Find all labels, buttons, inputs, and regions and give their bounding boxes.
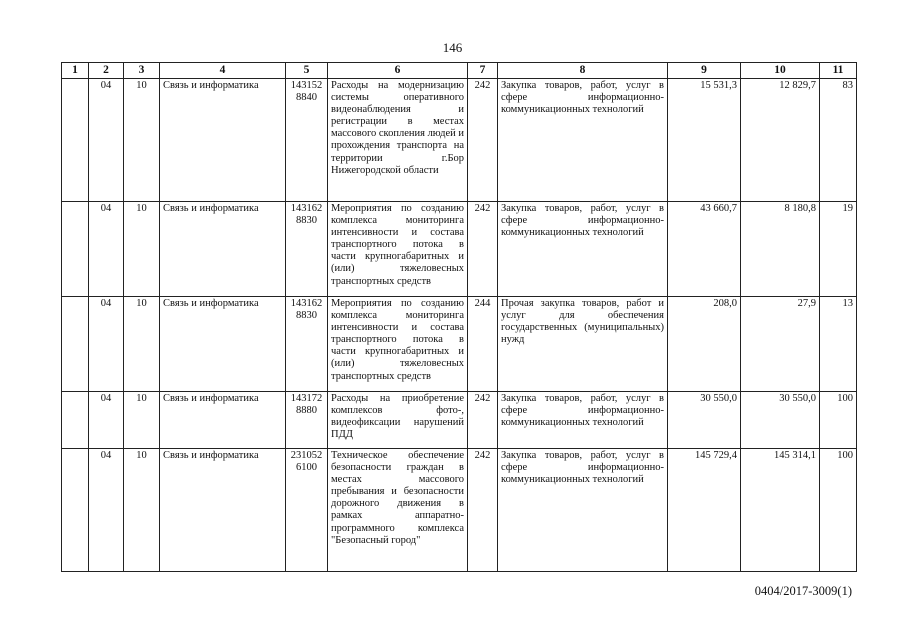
cell-planned: 30 550,0 xyxy=(668,392,741,449)
cell-target-code: 143162 8830 xyxy=(286,297,328,392)
cell-planned: 15 531,3 xyxy=(668,79,741,202)
cell-planned: 145 729,4 xyxy=(668,449,741,572)
cell-section: 04 xyxy=(89,79,124,202)
cell-target-name: Мероприятия по созданию комплекса мониторинга интенсивности и состава транспортного потока в части крупногабаритных и (или) тяжеловесных транспортных средств xyxy=(328,202,468,297)
header-row xyxy=(62,63,857,79)
cell-section: 04 xyxy=(89,202,124,297)
cell-executed: 12 829,7 xyxy=(741,79,820,202)
cell-num xyxy=(62,79,89,202)
cell-section: 04 xyxy=(89,297,124,392)
cell-subsection: 10 xyxy=(124,449,160,572)
col-header-7: 7 xyxy=(468,63,498,79)
cell-target-name: Мероприятия по созданию комплекса мониторинга интенсивности и состава транспортного потока в части крупногабаритных и (или) тяжеловесных транспортных средств xyxy=(328,297,468,392)
cell-target-code: 231052 6100 xyxy=(286,449,328,572)
cell-expense-type: 242 xyxy=(468,202,498,297)
cell-section-name: Связь и информатика xyxy=(160,297,286,392)
cell-num xyxy=(62,449,89,572)
col-header-11: 11 xyxy=(820,63,857,79)
cell-executed: 145 314,1 xyxy=(741,449,820,572)
col-header-9: 9 xyxy=(668,63,741,79)
cell-planned: 43 660,7 xyxy=(668,202,741,297)
col-header-3: 3 xyxy=(124,63,160,79)
cell-target-code: 143152 8840 xyxy=(286,79,328,202)
cell-percent: 13 xyxy=(820,297,857,392)
cell-expense-name: Прочая закупка товаров, работ и услуг для обеспечения государственных (муниципальных) нужд xyxy=(498,297,668,392)
cell-subsection: 10 xyxy=(124,202,160,297)
cell-target-name: Расходы на модернизацию системы оперативного видеонаблюдения и регистрации в местах массового скопления людей и прохождения транспорта на территории г.Бор Нижегородской области xyxy=(328,79,468,202)
cell-target-name: Расходы на приобретение комплексов фото-, видеофиксации нарушений ПДД xyxy=(328,392,468,449)
table-row xyxy=(62,392,857,449)
table-row xyxy=(62,79,857,202)
cell-executed: 8 180,8 xyxy=(741,202,820,297)
cell-percent: 100 xyxy=(820,449,857,572)
col-header-1: 1 xyxy=(62,63,89,79)
cell-expense-name: Закупка товаров, работ, услуг в сфере информационно-коммуникационных технологий xyxy=(498,392,668,449)
col-header-4: 4 xyxy=(160,63,286,79)
cell-num xyxy=(62,202,89,297)
table-row xyxy=(62,297,857,392)
cell-subsection: 10 xyxy=(124,297,160,392)
table-row xyxy=(62,449,857,572)
cell-section-name: Связь и информатика xyxy=(160,449,286,572)
cell-num xyxy=(62,392,89,449)
cell-expense-type: 242 xyxy=(468,449,498,572)
cell-section-name: Связь и информатика xyxy=(160,392,286,449)
cell-expense-type: 244 xyxy=(468,297,498,392)
cell-expense-type: 242 xyxy=(468,392,498,449)
cell-target-name: Техническое обеспечение безопасности граждан в местах массового пребывания и безопасности дорожного движения в рамках аппаратно-программного комплекса "Безопасный город" xyxy=(328,449,468,572)
col-header-5: 5 xyxy=(286,63,328,79)
budget-table xyxy=(61,62,857,572)
col-header-6: 6 xyxy=(328,63,468,79)
cell-percent: 100 xyxy=(820,392,857,449)
cell-executed: 27,9 xyxy=(741,297,820,392)
col-header-2: 2 xyxy=(89,63,124,79)
cell-subsection: 10 xyxy=(124,392,160,449)
page-number: 146 xyxy=(442,40,463,55)
cell-target-code: 143172 8880 xyxy=(286,392,328,449)
col-header-8: 8 xyxy=(498,63,668,79)
cell-executed: 30 550,0 xyxy=(741,392,820,449)
cell-section: 04 xyxy=(89,392,124,449)
cell-section-name: Связь и информатика xyxy=(160,202,286,297)
cell-planned: 208,0 xyxy=(668,297,741,392)
cell-expense-name: Закупка товаров, работ, услуг в сфере информационно-коммуникационных технологий xyxy=(498,449,668,572)
cell-section-name: Связь и информатика xyxy=(160,79,286,202)
cell-target-code: 143162 8830 xyxy=(286,202,328,297)
cell-percent: 83 xyxy=(820,79,857,202)
cell-percent: 19 xyxy=(820,202,857,297)
cell-num xyxy=(62,297,89,392)
col-header-10: 10 xyxy=(741,63,820,79)
table-row xyxy=(62,202,857,297)
document-code: 0404/2017-3009(1) xyxy=(754,584,852,598)
cell-expense-type: 242 xyxy=(468,79,498,202)
cell-expense-name: Закупка товаров, работ, услуг в сфере информационно-коммуникационных технологий xyxy=(498,202,668,297)
cell-expense-name: Закупка товаров, работ, услуг в сфере информационно-коммуникационных технологий xyxy=(498,79,668,202)
cell-section: 04 xyxy=(89,449,124,572)
cell-subsection: 10 xyxy=(124,79,160,202)
